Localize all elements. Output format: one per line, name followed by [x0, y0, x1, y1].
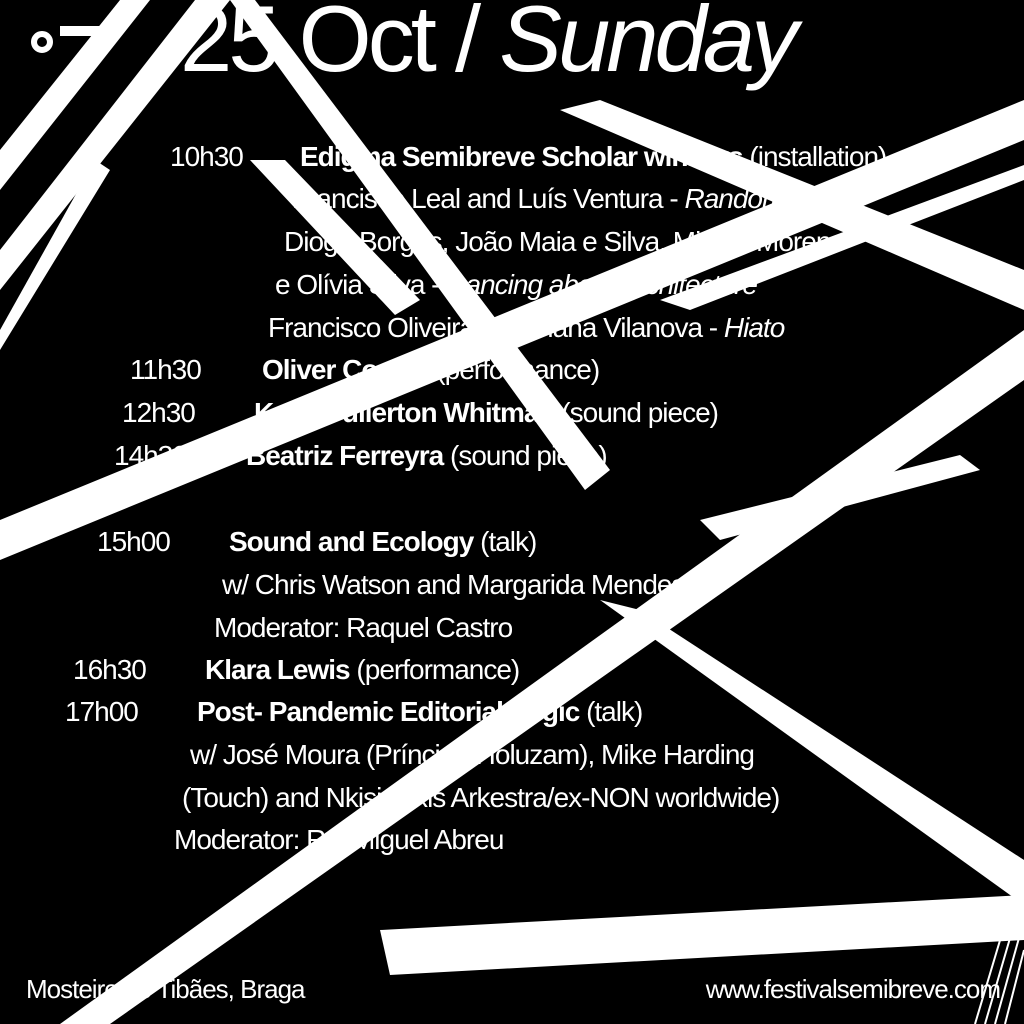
- title-day: Sunday: [499, 0, 795, 91]
- event-type: (performance): [349, 654, 520, 685]
- schedule-item: [73, 656, 519, 684]
- event-type: (sound piece): [443, 440, 607, 471]
- work-title: Randomofone: [684, 183, 850, 214]
- schedule-item: [65, 698, 642, 726]
- detail-text: Francisco Oliveira e Mariana Vilanova -: [268, 312, 724, 343]
- website-link[interactable]: www.festivalsemibreve.com: [705, 974, 1000, 1004]
- detail-text: Francisco Leal and Luís Ventura -: [292, 183, 685, 214]
- time: 10h30: [170, 141, 243, 172]
- time: 11h30: [130, 354, 201, 385]
- event-title: Post- Pandemic Editorial Logic: [197, 696, 580, 727]
- event-detail: [214, 614, 512, 642]
- detail-text: (Touch) and Nkisi (Axis Arkestra/ex-NON worldwide): [182, 782, 780, 813]
- event-type: (talk): [473, 526, 537, 557]
- venue-label: Mosteiro de Tibães, Braga: [26, 974, 305, 1004]
- event-type: (talk): [579, 696, 643, 727]
- event-detail: [182, 784, 779, 812]
- event-detail: [275, 271, 757, 299]
- event-title: Edigma Semibreve Scholar winners: [300, 141, 743, 172]
- semibreve-logo-icon: [30, 22, 106, 56]
- work-title: Hiato: [723, 312, 785, 343]
- event-type: (performance): [429, 354, 600, 385]
- time: 15h00: [97, 526, 170, 557]
- event-type: (sound piece): [554, 397, 718, 428]
- detail-text: w/ Chris Watson and Margarida Mendes: [222, 569, 685, 600]
- event-title: Oliver Coates: [262, 354, 430, 385]
- page-title: [180, 0, 795, 91]
- time: 12h30: [122, 397, 195, 428]
- time: 16h30: [73, 654, 146, 685]
- event-title: Keith Fullerton Whitman: [254, 397, 555, 428]
- event-title: Sound and Ecology: [229, 526, 474, 557]
- event-detail: [284, 228, 845, 256]
- title-date: 25 Oct /: [180, 0, 500, 91]
- event-detail: [292, 185, 849, 213]
- detail-text: Moderator: Raquel Castro: [214, 612, 513, 643]
- event-title: Beatriz Ferreyra: [246, 440, 444, 471]
- event-detail: [268, 314, 784, 342]
- schedule-item: [170, 143, 886, 171]
- schedule-item: [97, 528, 536, 556]
- event-detail: [222, 571, 685, 599]
- detail-text: Diogo Borges, João Maia e Silva, Miguel Moreno: [284, 226, 845, 257]
- stripe: [380, 895, 1024, 975]
- schedule-item: [114, 442, 607, 470]
- time: 14h30: [114, 440, 187, 471]
- detail-text: e Olívia Silva -: [275, 269, 447, 300]
- event-detail: [190, 741, 754, 769]
- schedule-item: [122, 399, 718, 427]
- event-title: Klara Lewis: [205, 654, 350, 685]
- detail-text: Moderator: Rui Miguel Abreu: [174, 824, 504, 855]
- event-type: (installation): [742, 141, 887, 172]
- event-detail: [174, 826, 503, 854]
- schedule-item: [130, 356, 599, 384]
- work-title: Dancing about Architecture: [446, 269, 757, 300]
- time: 17h00: [65, 696, 138, 727]
- detail-text: w/ José Moura (Príncipe/Holuzam), Mike Harding: [190, 739, 754, 770]
